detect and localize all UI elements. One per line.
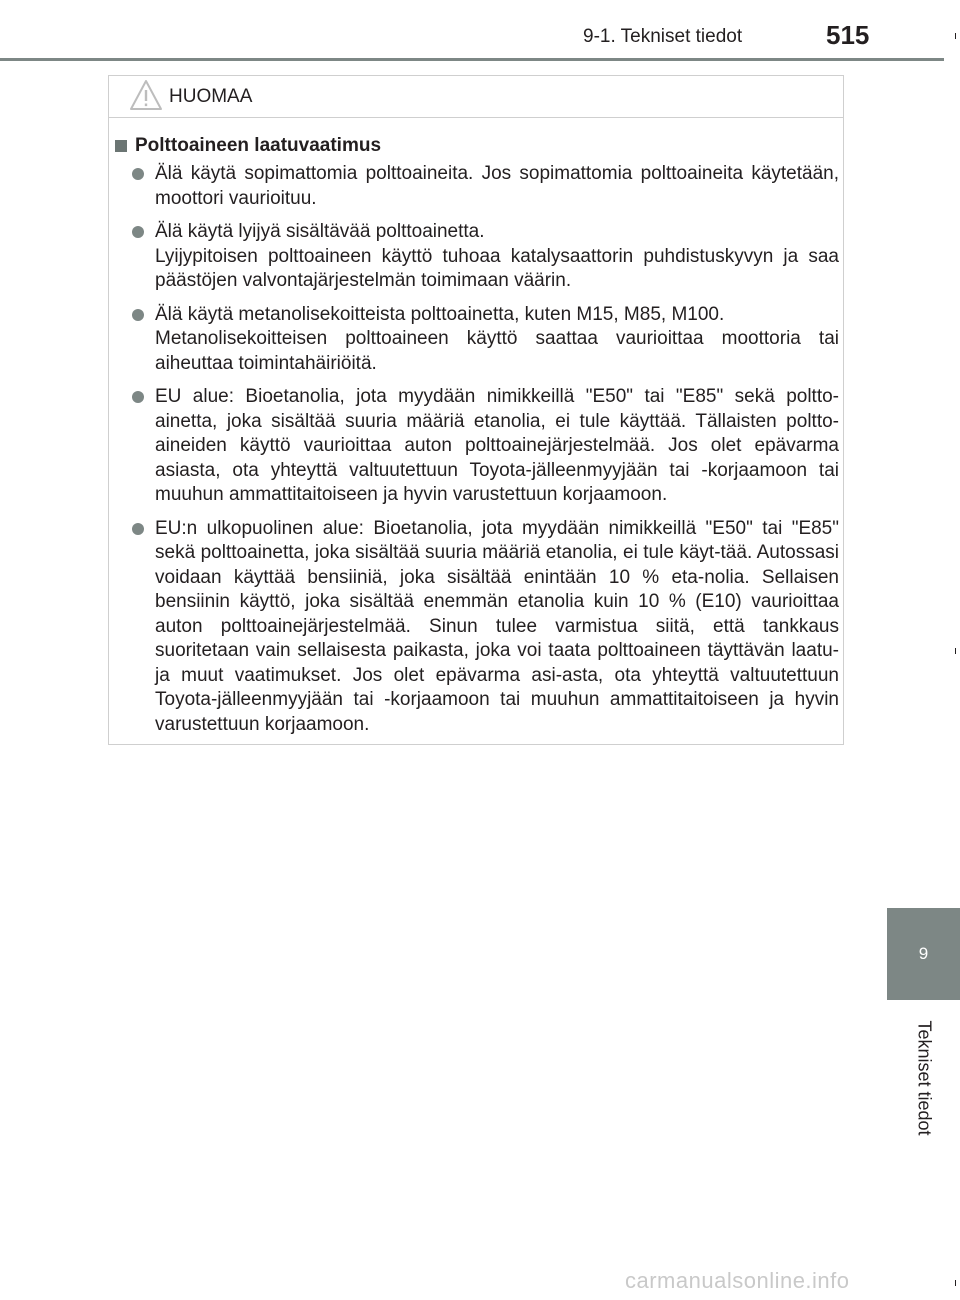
item-text: Lyijypitoisen polttoaineen käyttö tuhoaa katalysaattorin puhdistuskyvyn ja saa päästöjen valvontajärjestelmän toimimaan väärin.: [155, 245, 839, 291]
item-text: EU alue: Bioetanolia, jota myydään nimikkeillä "E50" tai "E85" sekä poltto-ainetta, joka sisältää suuria määriä etanolia, ei tule käyttää. Tällaisten poltto-aineiden käyttö vaurioittaa auton polttoainejärjestelmää. Jos olet epävarma asiasta, ota yhteyttä valtuutettuun Toyota-jälleenmyyjään tai -korjaamoon tai muuhun ammattitaitoiseen ja hyvin varustettuun korjaamoon.: [155, 386, 839, 505]
watermark: carmanualsonline.info: [625, 1268, 850, 1293]
notice-box: [108, 75, 844, 745]
item-text: Älä käytä metanolisekoitteista polttoainetta, kuten M15, M85, M100.: [155, 303, 725, 325]
chapter-tab-label-text: Tekniset tiedot: [914, 1019, 934, 1136]
running-header-section: 9-1. Tekniset tiedot: [583, 26, 743, 47]
bullet-dot-icon: [132, 168, 144, 180]
bullet-dot-icon: [132, 309, 144, 321]
section-heading-text: Polttoaineen laatuvaatimus: [135, 135, 382, 156]
list-item: [127, 303, 839, 377]
list-item: [127, 385, 839, 508]
warning-triangle-icon: [129, 79, 163, 111]
crop-mark: [955, 648, 956, 654]
item-text: EU:n ulkopuolinen alue: Bioetanolia, jota myydään nimikkeillä "E50" tai "E85" sekä polttoainetta, joka sisältää suuria määriä etanolia, ei tule käyt-tää. Autossasi voidaan käyttää bensiiniä, joka sisältää enintään 10 % eta-nolia. Sellaisen bensiinin käyttö, joka sisältää enemmän etanolia kuin 10 % (E10) vaurioittaa auton polttoainejärjestelmää. Sinun tulee varmistua siitä, että tankkaus suoritetaan vain sellaisesta paikasta, joka voi taata polttoaineen täyttävän laatu- ja muut vaatimukset. Jos olet epävarma asi-asta, ota yhteyttä valtuutettuun Toyota-jälleenmyyjään tai -korjaamoon tai muuhun ammattitaitoiseen ja hyvin varustettuun korjaamoon.: [155, 517, 839, 735]
page-number: 515: [826, 20, 870, 50]
item-text: Älä käytä sopimattomia polttoaineita. Jos sopimattomia polttoaineita käytetään, moottori vaurioituu.: [155, 163, 839, 209]
list-item: [127, 162, 839, 211]
square-bullet-icon: [115, 140, 127, 152]
item-text: Metanolisekoitteisen polttoaineen käyttö saattaa vaurioittaa moottoria tai aiheuttaa toimintahäiriöitä.: [155, 328, 839, 374]
bullet-list: [127, 162, 839, 746]
notice-header: [109, 76, 843, 118]
header-rule: [0, 58, 944, 61]
chapter-tab-number: 9: [887, 908, 960, 1000]
section-heading: [115, 134, 381, 158]
bullet-dot-icon: [132, 226, 144, 238]
list-item: [127, 517, 839, 738]
list-item: [127, 220, 839, 294]
bullet-dot-icon: [132, 523, 144, 535]
bullet-dot-icon: [132, 391, 144, 403]
chapter-tab-label: [887, 1000, 960, 1155]
item-text: Älä käytä lyijyä sisältävää polttoainetta.: [155, 221, 485, 242]
notice-title: HUOMAA: [169, 86, 253, 107]
crop-mark: [955, 33, 956, 39]
crop-mark: [955, 1280, 956, 1286]
